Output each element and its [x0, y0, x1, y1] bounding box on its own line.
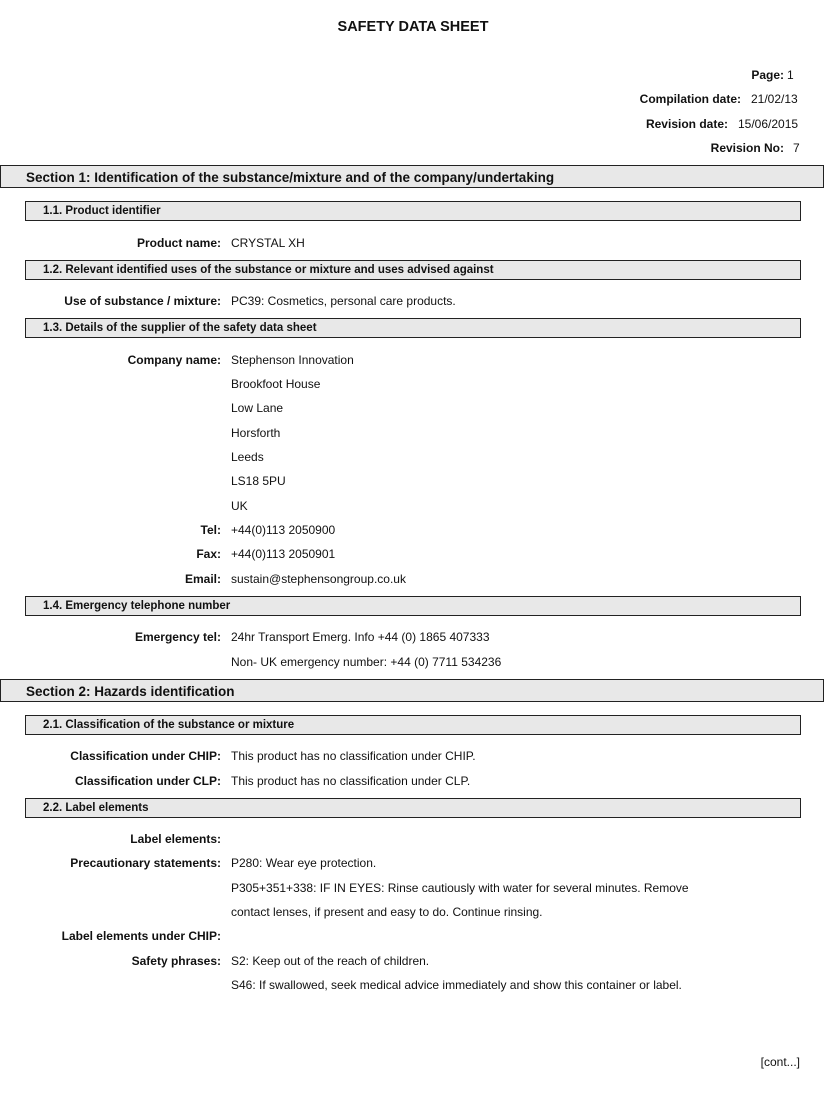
subsection-1-2-heading: 1.2. Relevant identified uses of the substance or mixture and uses advised against	[43, 264, 494, 276]
emergency-line: 24hr Transport Emerg. Info +44 (0) 1865 407333	[231, 630, 490, 644]
safety-phrase: S46: If swallowed, seek medical advice immediately and show this container or label.	[231, 978, 682, 992]
use-value: PC39: Cosmetics, personal care products.	[231, 294, 456, 308]
subsection-2-2-header	[25, 798, 801, 818]
company-line: LS18 5PU	[231, 474, 286, 488]
subsection-2-2-heading: 2.2. Label elements	[43, 802, 149, 814]
company-line: Horsforth	[231, 426, 281, 440]
product-name-label: Product name:	[136, 236, 221, 250]
clp-classification-label: Classification under CLP:	[74, 774, 221, 788]
subsection-1-4-header	[25, 596, 801, 616]
safety-phrases-label: Safety phrases:	[131, 954, 221, 968]
revision-date: 15/06/2015	[738, 117, 799, 131]
fax-value: +44(0)113 2050901	[231, 547, 336, 561]
compilation-date: 21/02/13	[751, 92, 798, 106]
compilation-date-label: Compilation date:	[639, 92, 741, 106]
subsection-2-1-heading: 2.1. Classification of the substance or mixture	[43, 719, 295, 731]
subsection-1-3-header	[25, 318, 801, 338]
safety-phrase: S2: Keep out of the reach of children.	[231, 954, 430, 968]
page-label: Page:	[751, 68, 784, 82]
company-line: Leeds	[231, 450, 264, 464]
subsection-1-4-heading: 1.4. Emergency telephone number	[43, 600, 231, 612]
fax-label: Fax:	[196, 547, 221, 561]
chip-classification: This product has no classification under CHIP.	[231, 749, 476, 763]
section-1-heading: Section 1: Identification of the substance/mixture and of the company/undertaking	[26, 170, 555, 185]
precautionary-line: P280: Wear eye protection.	[231, 856, 377, 870]
section-1-header	[0, 165, 824, 188]
company-line: Stephenson Innovation	[231, 353, 354, 367]
revision-no-label: Revision No:	[710, 141, 784, 155]
emergency-tel-label: Emergency tel:	[134, 630, 221, 644]
precautionary-line: P305+351+338: IF IN EYES: Rinse cautiously with water for several minutes. Remove	[231, 881, 689, 895]
tel-label: Tel:	[200, 523, 221, 537]
subsection-2-1-header	[25, 715, 801, 735]
company-line: Brookfoot House	[231, 377, 321, 391]
precautionary-statements-label: Precautionary statements:	[70, 856, 221, 870]
label-elements-chip-label: Label elements under CHIP:	[61, 929, 221, 943]
product-name: CRYSTAL XH	[231, 236, 305, 250]
use-label: Use of substance / mixture:	[64, 294, 221, 308]
section-2-heading: Section 2: Hazards identification	[26, 684, 235, 699]
emergency-line: Non- UK emergency number: +44 (0) 7711 534236	[231, 655, 502, 669]
revision-no: 7	[793, 141, 800, 155]
email-value: sustain@stephensongroup.co.uk	[231, 572, 406, 586]
page-number: 1	[787, 68, 794, 82]
company-line: Low Lane	[231, 401, 284, 415]
precautionary-line: contact lenses, if present and easy to do. Continue rinsing.	[231, 905, 543, 919]
company-line: UK	[231, 499, 248, 513]
continued-marker: [cont...]	[760, 1055, 800, 1069]
tel-value: +44(0)113 2050900	[231, 523, 336, 537]
subsection-1-2-header	[25, 260, 801, 280]
subsection-1-3-heading: 1.3. Details of the supplier of the safety data sheet	[43, 322, 317, 334]
label-elements-label: Label elements:	[130, 832, 221, 846]
company-name-label: Company name:	[127, 353, 221, 367]
email-label: Email:	[184, 572, 221, 586]
subsection-1-1-heading: 1.1. Product identifier	[43, 205, 161, 217]
revision-date-label: Revision date:	[645, 117, 728, 131]
chip-classification-label: Classification under CHIP:	[70, 749, 221, 763]
section-2-header	[0, 679, 824, 702]
subsection-1-1-header	[25, 201, 801, 221]
clp-classification: This product has no classification under CLP.	[231, 774, 471, 788]
document-title: SAFETY DATA SHEET	[337, 19, 489, 35]
